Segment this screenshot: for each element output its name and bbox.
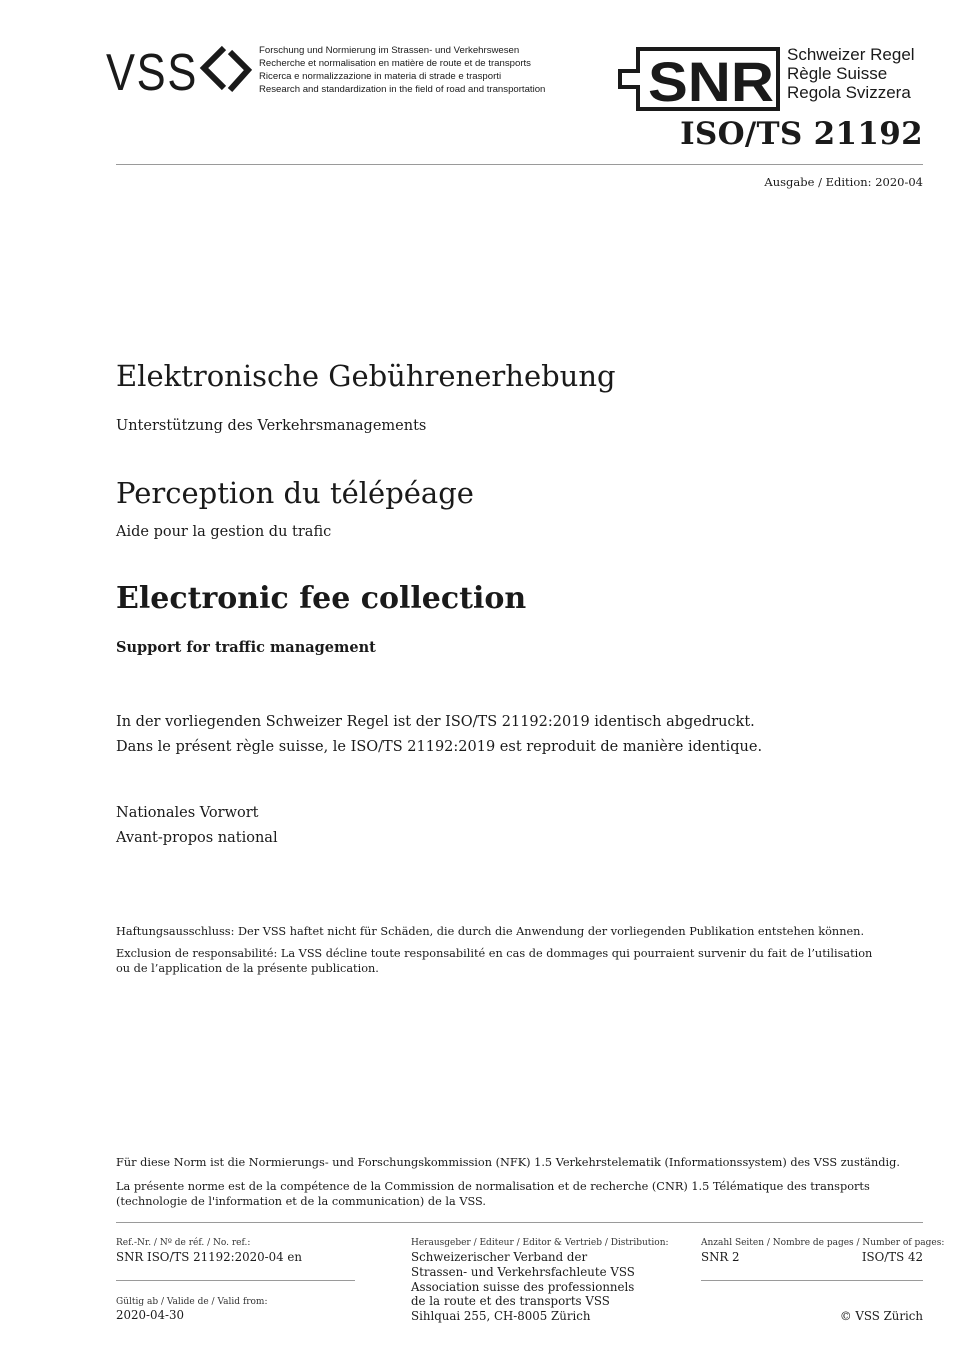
publisher-line: Sihlquai 255, CH-8005 Zürich: [411, 1309, 591, 1324]
title-en: Electronic fee collection: [116, 581, 527, 616]
reference-label: Ref.-Nr. / Nº de réf. / No. ref.:: [116, 1238, 251, 1248]
publisher-label: Herausgeber / Editeur / Editor & Vertrieb / Distribution:: [411, 1238, 669, 1248]
snr-logo: [618, 47, 780, 111]
reference-value: SNR ISO/TS 21192:2020-04 en: [116, 1250, 302, 1264]
committee-statement-fr: La présente norme est de la compétence de la Commission de normalisation et de recherche (CNR) 1.5 Télématique des transports (technologie de l'information et de la communication) de la VSS.: [116, 1180, 870, 1208]
tagline-it: Ricerca e normalizzazione in materia di strade e trasporti: [259, 71, 502, 82]
snr-names: [787, 45, 915, 102]
disclaimer-de: Haftungsausschluss: Der VSS haftet nicht für Schäden, die durch die Anwendung der vorliegenden Publikation entstehen können.: [116, 925, 865, 938]
publisher-line: de la route et des transports VSS: [411, 1294, 610, 1309]
subtitle-fr: Aide pour la gestion du trafic: [116, 524, 332, 540]
title-fr: Perception du télépéage: [116, 476, 474, 510]
publisher-line: Association suisse des professionnels: [411, 1279, 635, 1294]
copyright-notice: © VSS Zürich: [839, 1309, 923, 1323]
publisher-line: Strassen- und Verkehrsfachleute VSS: [411, 1264, 635, 1279]
tagline-en: Research and standardization in the field of road and transportation: [259, 84, 546, 95]
document-number: ISO/TS 21192: [680, 116, 923, 152]
page-count-iso: ISO/TS 42: [861, 1250, 923, 1264]
page-count-label: Anzahl Seiten / Nombre de pages / Number of pages:: [701, 1238, 945, 1248]
vss-logo: [106, 44, 252, 96]
committee-statement-de: Für diese Norm ist die Normierungs- und Forschungskommission (NFK) 1.5 Verkehrstelematik (Informationssystem) des VSS zuständig.: [116, 1156, 900, 1169]
snr-name-fr: Règle Suisse: [787, 64, 888, 83]
subtitle-de: Unterstützung des Verkehrsmanagements: [116, 418, 427, 434]
snr-logo-text: SNR: [648, 50, 774, 111]
footer-divider: [116, 1222, 923, 1223]
subtitle-en: Support for traffic management: [116, 639, 376, 656]
disclaimer-fr: Exclusion de responsabilité: La VSS décline toute responsabilité en cas de dommages qui pourraient survenir du fait de l’utilisation ou de l’application de la présente publication.: [116, 947, 873, 975]
tagline-fr: Recherche et normalisation en matière de route et de transports: [259, 58, 531, 69]
tagline-de: Forschung und Normierung im Strassen- und Verkehrswesen: [259, 45, 520, 56]
publisher-line: Schweizerischer Verband der: [411, 1250, 588, 1264]
reference-divider: [116, 1280, 355, 1281]
page-count-snr: SNR 2: [701, 1250, 740, 1264]
publisher-address: [411, 1250, 635, 1324]
national-foreword-de: Nationales Vorwort: [116, 805, 259, 821]
identical-statement-fr: Dans le présent règle suisse, le ISO/TS 21192:2019 est reproduit de manière identique.: [116, 739, 763, 755]
edition-label: Ausgabe / Edition: 2020-04: [764, 175, 923, 189]
national-foreword-fr: Avant-propos national: [116, 830, 278, 846]
vss-logo-text: VSS: [106, 44, 198, 96]
title-de: Elektronische Gebührenerhebung: [116, 359, 616, 393]
vss-tagline: [259, 44, 545, 96]
header-divider: [116, 164, 923, 165]
valid-from-label: Gültig ab / Valide de / Valid from:: [116, 1297, 268, 1307]
page-count-divider: [701, 1280, 923, 1281]
snr-name-de: Schweizer Regel: [787, 45, 915, 64]
identical-statement-de: In der vorliegenden Schweizer Regel ist der ISO/TS 21192:2019 identisch abgedruckt.: [116, 714, 755, 730]
valid-from-value: 2020-04-30: [116, 1308, 185, 1322]
snr-name-it: Regola Svizzera: [787, 83, 911, 102]
